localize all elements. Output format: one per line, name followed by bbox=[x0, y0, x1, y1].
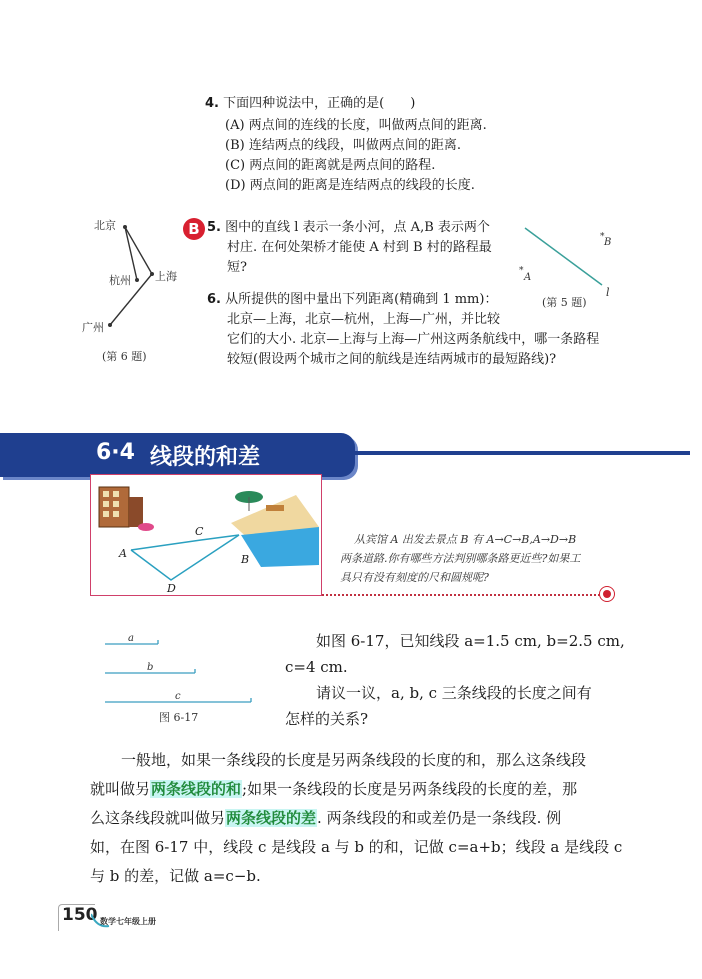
segment-b-label: b bbox=[147, 662, 154, 673]
option-b: (B) 连结两点的线段，叫做两点间的距离. bbox=[225, 138, 461, 153]
intro-illustration bbox=[90, 474, 322, 596]
question-stem: 下面四种说法中，正确的是( ) bbox=[223, 96, 416, 111]
label-c: C bbox=[195, 525, 204, 538]
note-line: 具只有没有刻度的尺和圆规呢? bbox=[340, 571, 489, 584]
label-b: B bbox=[241, 553, 250, 566]
label-guangzhou: 广州 bbox=[82, 321, 104, 334]
page-number: 150 bbox=[62, 905, 98, 925]
option-d: (D) 两点间的距离是连结两点的线段的长度. bbox=[225, 178, 475, 193]
cities-figure bbox=[80, 210, 190, 370]
option-c: (C) 两点间的距离就是两点间的路程. bbox=[225, 158, 436, 173]
question-line: 它们的大小. 北京—上海与上海—广州这两条航线中，哪一条路程 bbox=[227, 332, 600, 347]
question-line: 村庄. 在何处架桥才能使 A 村到 B 村的路程最 bbox=[227, 240, 492, 255]
text-line: 如图 6-17，已知线段 a=1.5 cm, b=2.5 cm, bbox=[316, 632, 625, 650]
section-title: 线段的和差 bbox=[150, 445, 261, 470]
label-d: D bbox=[167, 582, 176, 595]
figure-6-17 bbox=[95, 630, 265, 726]
para-line: 如，在图 6-17 中，线段 c 是线段 a 与 b 的和，记做 c=a+b；线段 a 是线段 c bbox=[90, 838, 623, 856]
question-4 bbox=[205, 94, 487, 196]
term-sum: 两条线段的和 bbox=[151, 780, 242, 798]
question-line: 短? bbox=[227, 260, 247, 275]
question-number: 5. bbox=[207, 220, 221, 235]
figure-description bbox=[285, 628, 635, 732]
question-number: 4. bbox=[205, 96, 219, 111]
book-title: 数学七年级上册 bbox=[100, 917, 156, 926]
para-text: ;如果一条线段的长度是另两条线段的长度的差，那 bbox=[242, 780, 578, 798]
label-beijing: 北京 bbox=[94, 219, 116, 232]
text-line: c=4 cm. bbox=[285, 658, 348, 676]
para-text: 么这条线段就叫做另 bbox=[90, 809, 226, 827]
note-line: 两条道路.你有哪些方法判别哪条路更近些?如果工 bbox=[340, 552, 581, 565]
segment-c-label: c bbox=[175, 691, 181, 702]
para-line: 一般地，如果一条线段的长度是另两条线段的长度的和，那么这条线段 bbox=[121, 751, 587, 769]
option-a: (A) 两点间的连线的长度，叫做两点间的距离. bbox=[225, 118, 487, 133]
point-a-label: A bbox=[524, 272, 532, 283]
question-6 bbox=[207, 290, 647, 370]
line-label-l: l bbox=[606, 286, 610, 299]
label-hangzhou: 杭州 bbox=[109, 274, 131, 287]
question-line: 图中的直线 l 表示一条小河，点 A,B 表示两个 bbox=[225, 220, 490, 235]
banner-rule bbox=[355, 451, 690, 455]
figure-caption-q6: (第 6 题) bbox=[102, 350, 147, 363]
question-number: 6. bbox=[207, 292, 221, 307]
section-banner bbox=[0, 433, 355, 477]
question-5 bbox=[207, 218, 507, 278]
intro-note bbox=[340, 530, 640, 587]
note-line: 从宾馆 A 出发去景点 B 有 A→C→B,A→D→B bbox=[354, 533, 577, 546]
para-text: 就叫做另 bbox=[90, 780, 151, 798]
para-line bbox=[90, 804, 630, 833]
svg-text:*: * bbox=[600, 232, 605, 242]
section-number: 6·4 bbox=[96, 440, 135, 465]
figure-caption-q5: (第 5 题) bbox=[542, 296, 587, 309]
question-line: 较短(假设两个城市之间的航线是连结两城市的最短路线)? bbox=[227, 352, 557, 367]
difficulty-badge-b: B bbox=[183, 218, 205, 240]
text-line: 请议一议，a, b, c 三条线段的长度之间有 bbox=[316, 684, 592, 702]
figure-caption: 图 6-17 bbox=[159, 711, 199, 724]
dotted-rule bbox=[322, 594, 600, 596]
route-illustration bbox=[91, 475, 321, 595]
question-line: 北京—上海，北京—杭州，上海—广州，并比较 bbox=[227, 312, 501, 327]
svg-text:*: * bbox=[519, 266, 524, 276]
para-text: . 两条线段的和或差仍是一条线段. 例 bbox=[317, 809, 562, 827]
term-difference: 两条线段的差 bbox=[226, 809, 317, 827]
label-shanghai: 上海 bbox=[155, 270, 177, 283]
point-b-label: B bbox=[604, 237, 612, 248]
segment-a-label: a bbox=[128, 633, 134, 644]
text-line: 怎样的关系? bbox=[285, 710, 369, 728]
question-line: 从所提供的图中量出下列距离(精确到 1 mm)： bbox=[225, 292, 498, 307]
definition-paragraph bbox=[90, 746, 630, 891]
bullet-circle-icon bbox=[599, 586, 615, 602]
para-line bbox=[90, 775, 630, 804]
label-a: A bbox=[119, 547, 127, 560]
para-line: 与 b 的差，记做 a=c−b. bbox=[90, 867, 261, 885]
